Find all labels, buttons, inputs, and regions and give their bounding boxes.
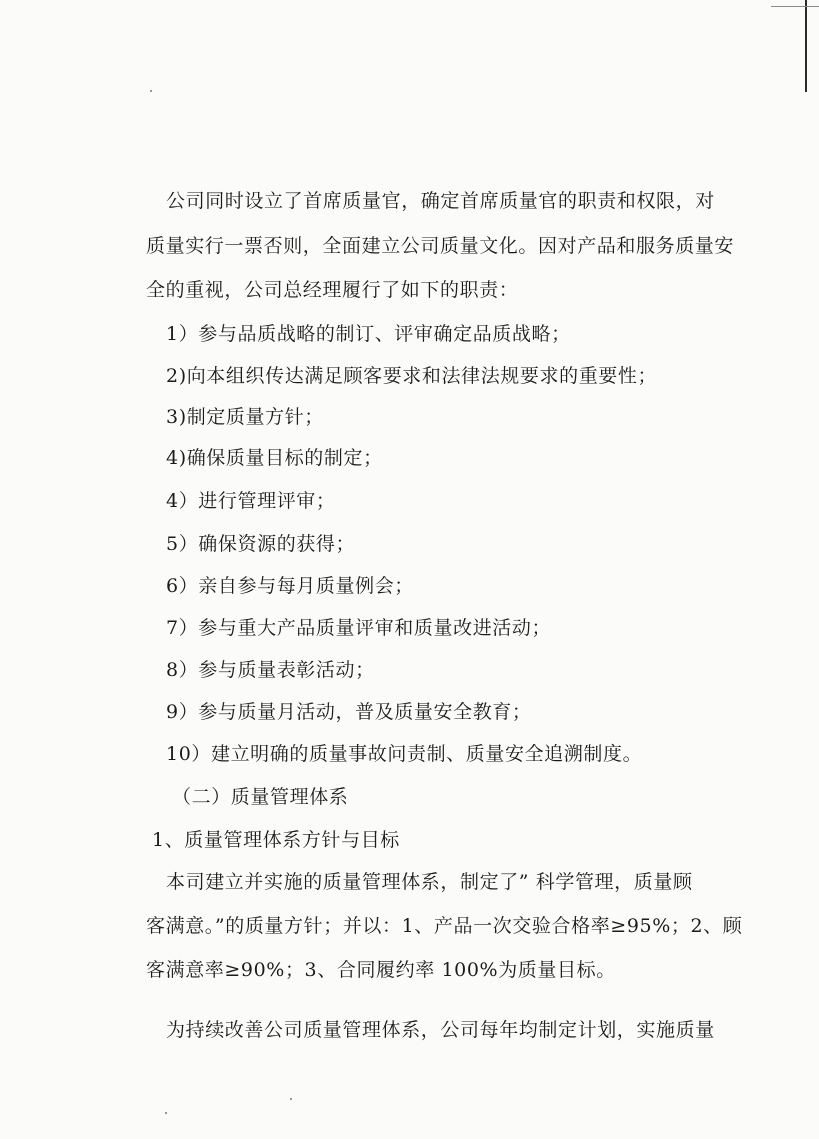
paragraph-1-line-1: 公司同时设立了首席质量官，确定首席质量官的职责和权限，对 (166, 190, 715, 212)
paragraph-2-line-3: 客满意率≥90%；3、合同履约率 100%为质量目标。 (146, 959, 616, 981)
paragraph-2-line-2: 客满意。”的质量方针；并以：1、产品一次交验合格率≥95%；2、顾 (146, 915, 743, 937)
duty-item-8: 7）参与重大产品质量评审和质量改进活动； (166, 617, 552, 639)
section-heading: （二）质量管理体系 (172, 786, 349, 808)
scan-speck (165, 1112, 167, 1114)
duty-item-2: 2)向本组织传达满足顾客要求和法律法规要求的重要性； (166, 365, 658, 387)
duty-item-6: 5）确保资源的获得； (166, 533, 356, 555)
duty-item-10: 9）参与质量月活动，普及质量安全教育； (166, 701, 532, 723)
paragraph-2-line-1: 本司建立并实施的质量管理体系，制定了” 科学管理，质量顾 (166, 871, 693, 893)
subsection-heading: 1、质量管理体系方针与目标 (152, 829, 400, 851)
duty-item-4: 4)确保质量目标的制定； (166, 447, 383, 469)
paragraph-3-line-1: 为持续改善公司质量管理体系，公司每年均制定计划，实施质量 (166, 1019, 715, 1041)
duty-item-5: 4）进行管理评审； (166, 490, 336, 512)
paragraph-1-line-2: 质量实行一票否则，全面建立公司质量文化。因对产品和服务质量安 (146, 235, 735, 257)
duty-item-3: 3)制定质量方针； (166, 406, 324, 428)
scan-speck (290, 1098, 292, 1100)
duty-item-1: 1）参与品质战略的制订、评审确定品质战略； (166, 323, 571, 345)
paragraph-1-line-3: 全的重视，公司总经理履行了如下的职责： (146, 279, 519, 301)
scan-speck (150, 90, 152, 92)
duty-item-9: 8）参与质量表彰活动； (166, 659, 375, 681)
duty-item-11: 10）建立明确的质量事故问责制、质量安全追溯制度。 (166, 743, 643, 765)
duty-item-7: 6）亲自参与每月质量例会； (166, 575, 414, 597)
